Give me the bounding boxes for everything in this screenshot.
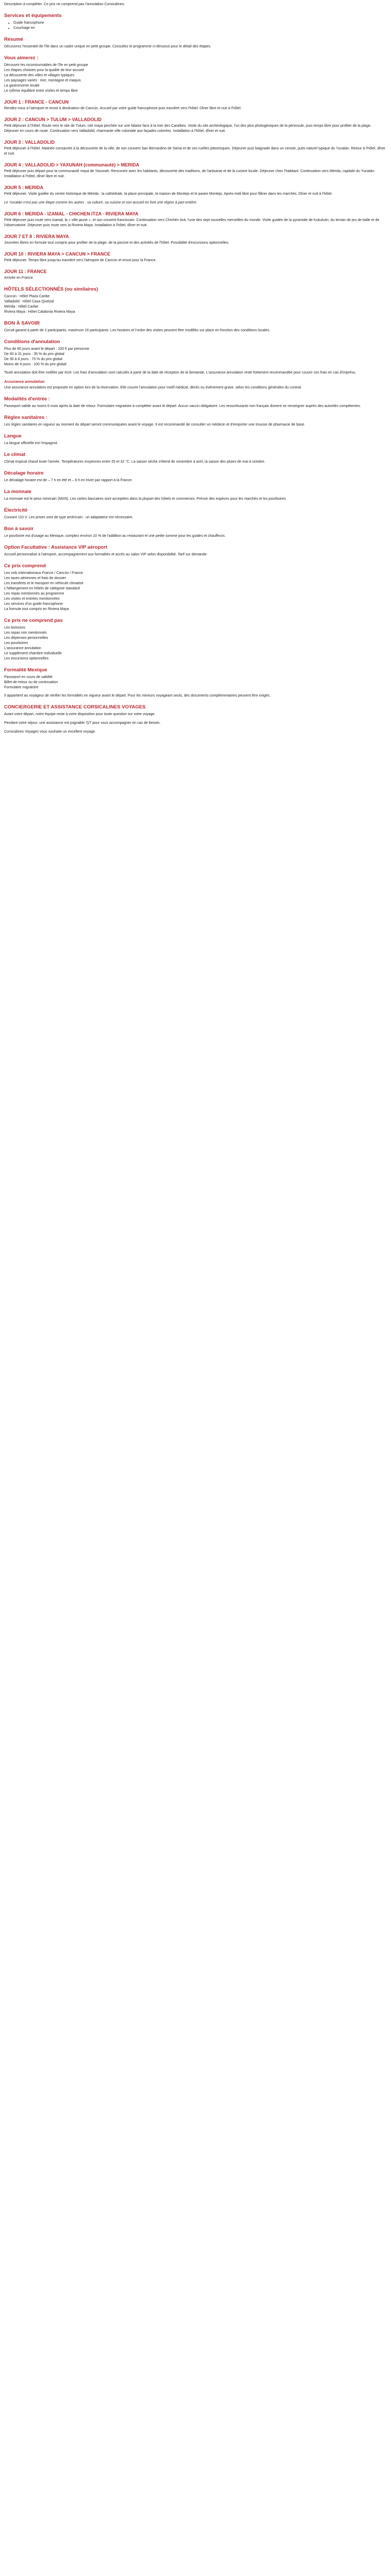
assurance-text: Une assurance annulation est proposée en option lors de la réservation. Elle couvre l'annulation pour motif médical, décès ou événement grave, selon les conditions générales du contrat. [4,386,302,389]
day-text: Petit déjeuner. Visite guidée du centre historique de Mérida : la cathédrale, la place principale, la maison de Montejo et le paseo Montejo. Après-midi libre pour flâner dans les marchés. Dîner et nuit à l'hôtel. [4,192,333,196]
electricite-text: Courant 110 V. Les prises sont de type américain : un adaptateur est nécessaire. [4,516,134,519]
list-item: Les étapes choisies pour la qualité de leur accueil [4,69,84,72]
regles-text: Les règles sanitaires en vigueur au moment du départ seront communiquées avant le voyage. Il est recommandé de consulter un médecin et d'emporter une trousse de pharmacie de base. [4,423,305,427]
comprend-list [4,571,387,612]
resume-title: Résumé [4,37,23,42]
climat-title: Le climat [4,452,26,457]
day-text: Petit déjeuner à l'hôtel. Matinée consacrée à la découverte de la ville, de son couvent San Bernardino de Siena et de ses ruelles pittoresques. Déjeuner puis baignade dans un cenote, puits naturel typique du Yucatán. Retour à l'hôtel, dîner et nuit. [4,147,386,156]
list-item: Les services d'un guide francophone [4,602,63,606]
list-item: Le supplément chambre individuelle [4,652,62,655]
list-item: L'hébergement en hôtels de catégorie standard [4,587,80,590]
day-title: JOUR 3 : VALLADOLID [4,140,55,145]
modalites-text: Passeport valide au moins 6 mois après la date de retour. Formulaire migratoire à compléter avant le départ. Aucun vaccin obligatoire. Les ressortissants non français doivent se renseigner auprès des autorités compétentes. [4,404,361,408]
day-text: Journées libres en formule tout compris pour profiter de la plage, de la piscine et des activités de l'hôtel. Possibilité d'excursions optionnelles. [4,241,230,245]
day-title: JOUR 4 : VALLADOLID > YAXUNAH (communauté) > MERIDA [4,162,139,167]
services-list [4,21,387,31]
list-item: La gastronomie locale [4,84,40,88]
electricite-title: Électricité [4,507,28,513]
formalite-list [4,675,387,690]
list-item: • Couchage en [13,26,387,31]
day-text: Petit déjeuner puis départ pour la communauté maya de Yaxunah. Rencontre avec les habitants, découverte des traditions, de l'artisanat et de la cuisine locale. Déjeuner chez l'habitant. Continuation vers Mérida, capitale du Yucatán. Installation à l'hôtel, dîner libre et nuit. [4,170,376,178]
list-item: De 30 à 8 jours : 75 % du prix global [4,358,62,361]
list-item: Les repas non mentionnés [4,631,47,635]
list-item: Mérida : Hôtel Caribe [4,305,39,309]
day-text: Petit déjeuner à l'hôtel. Route vers le site de Tulum, cité maya perchée sur une falaise face à la mer des Caraïbes. Visite du site archéologique, l'un des plus photogéniques de la péninsule, puis temps libre pour profiter de la plage. Déjeuner en cours de route. Continuation vers Valladolid, charmante ville coloniale aux façades colorées. Installation à l'hôtel, dîner et nuit. [4,124,371,133]
climat-text: Climat tropical chaud toute l'année. Températures moyennes entre 25 et 32 °C. La saison sèche s'étend de novembre à avril, la saison des pluies de mai à octobre. [4,460,266,464]
conditions-text: Toute annulation doit être notifiée par écrit. Les frais d'annulation sont calculés à partir de la date de réception de la demande. L'assurance annulation reste fortement recommandée pour couvrir ces frais en cas d'imprévu. [4,371,356,375]
list-item: • Guide francophone [13,21,387,26]
monnaie-title: La monnaie [4,489,31,495]
conciergerie-text: Avant votre départ, notre équipe reste à votre disposition pour toute question sur votre voyage. [4,713,156,716]
list-item: Les dépenses personnelles [4,636,48,640]
list-item: Les repas mentionnés au programme [4,592,64,596]
list-item: Les boissons [4,626,25,630]
list-item: Découvrir les incontournables de l'île en petit groupe [4,63,88,67]
ne-comprend-list [4,625,387,662]
day-text: Arrivée en France. [4,276,34,280]
bon-savoir-2-title: Bon à savoir [4,526,34,532]
conditions-title: Conditions d'annulation [4,339,60,345]
bon-title: BON À SAVOIR [4,320,40,326]
list-item: La formule tout compris en Riviera Maya [4,607,69,611]
list-item: Le rythme équilibré entre visites et temps libre [4,89,78,93]
langue-title: Langue [4,433,22,439]
conciergerie-title: CONCIERGERIE ET ASSISTANCE CORSICALINES VOYAGES [4,704,146,710]
list-item: La découverte des villes et villages typiques [4,74,75,77]
hotels-title: HÔTELS SÉLECTIONNÉS (ou similaires) [4,286,99,292]
modalites-title: Modalités d'entrée : [4,396,50,402]
regles-title: Règles sanitaires : [4,415,47,420]
bon-text: Circuit garanti à partir de 2 participants, maximum 16 participants. Les horaires et l'ordre des visites peuvent être modifiés sur place en fonction des conditions locales. [4,329,270,332]
list-item: Plus de 60 jours avant le départ : 100 € par personne [4,347,89,351]
langue-text: La langue officielle est l'espagnol. [4,442,58,445]
aimerez-list [4,63,387,94]
list-item: Riviera Maya : Hôtel Catalonia Riviera Maya [4,310,75,314]
option-title: Option Facultative : Assistance VIP aéroport [4,545,108,550]
resume-text: Découvrez l'essentiel de l'île dans un cadre unique en petit groupe. Consultez le programme ci-dessous pour le détail des étapes. [4,45,211,48]
day-title: JOUR 11 : FRANCE [4,269,47,274]
decalage-text: Le décalage horaire est de – 7 h en été et – 6 h en hiver par rapport à la France. [4,479,133,482]
list-item: Les vols internationaux France / Cancún / France [4,571,83,575]
list-item: Les paysages variés : mer, montagne et maquis [4,79,81,82]
document-root [0,0,391,738]
list-item: Cancún : Hôtel Plaza Caribe [4,295,50,298]
intro-text: Description à compléter. Ce prix ne comprend pas l'annulation Corsicalines. [4,3,125,6]
ne-comprend-title: Ce prix ne comprend pas [4,618,63,623]
decalage-title: Décalage horaire [4,470,44,476]
day-text: Petit déjeuner puis route vers Izamal, la « ville jaune », et son couvent franciscain. Continuation vers Chichén Itzá, l'une des sept nouvelles merveilles du monde. Visite guidée de la pyramide de Kukulcán, du terrain de jeu de balle et de l'observatoire. Déjeuner puis route vers la Riviera Maya. Installation à l'hôtel, dîner et nuit. [4,218,380,227]
list-item: Les excursions optionnelles [4,657,48,660]
list-item: L'assurance annulation [4,647,41,650]
list-item: Moins de 8 jours : 100 % du prix global [4,363,67,366]
services-title: Services et équipements [4,13,62,19]
conciergerie-text: Pendant votre séjour, une assistance est joignable 7j/7 pour vous accompagner en cas de besoin. [4,721,161,725]
hotels-list [4,294,387,315]
day-text: Petit déjeuner. Temps libre jusqu'au transfert vers l'aéroport de Cancún et envol pour la France. [4,259,157,262]
day-note: Le Yucatán n'est pas une étape comme les autres : sa culture, sa cuisine et son accueil en font une région à part entière. [4,201,198,205]
formalite-text: Il appartient au voyageur de vérifier les formalités en vigueur avant le départ. Pour les mineurs voyageant seuls, des documents complémentaires peuvent être exigés. [4,694,271,698]
day-title: JOUR 2 : CANCUN > TULUM > VALLADOLID [4,117,102,122]
option-text: Accueil personnalisé à l'aéroport, accompagnement aux formalités et accès au salon VIP selon disponibilité. Tarif sur demande. [4,553,208,556]
list-item: Les transferts et le transport en véhicule climatisé [4,582,84,585]
day-text: Rendez-vous à l'aéroport et envol à destination de Cancún. Accueil par votre guide francophone puis transfert vers l'hôtel. Dîner libre et nuit à l'hôtel. [4,107,242,110]
conciergerie-text: Corsicalines Voyages vous souhaite un excellent voyage. [4,730,96,734]
bon-savoir-2-text: Le pourboire est d'usage au Mexique, comptez environ 10 % de l'addition au restaurant et une petite somme pour les guides et chauffeurs. [4,534,226,538]
aimerez-title: Vous aimerez : [4,55,39,61]
list-item: Valladolid : Hôtel Casa Quetzal [4,300,54,303]
monnaie-text: La monnaie est le peso mexicain (MXN). Les cartes bancaires sont acceptées dans la plupart des hôtels et commerces. Prévoir des espèces pour les marchés et les pourboires. [4,497,287,501]
list-item: De 60 à 31 jours : 35 % du prix global [4,352,64,356]
day-title: JOUR 7 ET 8 : RIVIERA MAYA [4,234,69,239]
formalite-title: Formalité Mexique [4,667,47,673]
day-title: JOUR 10 : RIVIERA MAYA > CANCUN > FRANCE [4,251,110,257]
day-title: JOUR 6 : MERIDA - IZAMAL - CHICHEN ITZA - RIVIERA MAYA [4,211,139,216]
list-item: Les visites et entrées mentionnées [4,597,60,601]
list-item: Billet de retour ou de continuation [4,681,58,684]
day-title: JOUR 5 : MERIDA [4,185,44,190]
list-item: Passeport en cours de validité [4,675,53,679]
day-title: JOUR 1 : FRANCE - CANCUN [4,99,69,105]
conditions-list [4,347,387,367]
list-item: Les pourboires [4,641,28,645]
comprend-title: Ce prix comprend [4,563,46,569]
list-item: Les taxes aériennes et frais de dossier [4,577,66,580]
assurance-title: Assurance annulation [4,379,45,384]
list-item: Formulaire migratoire [4,686,39,689]
